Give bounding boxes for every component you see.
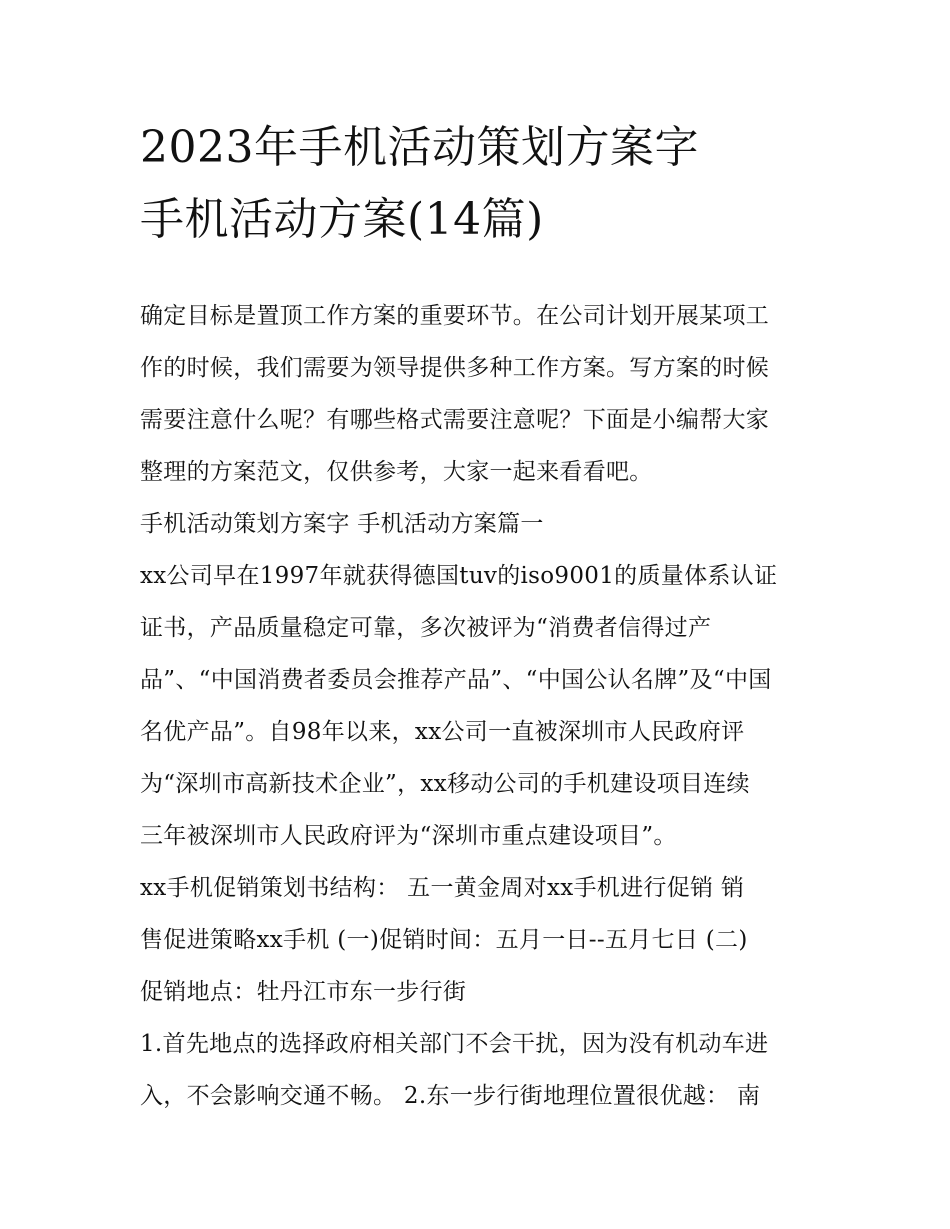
- location-paragraph: [140, 1018, 820, 1122]
- text-line: 确定目标是置顶工作方案的重要环节。在公司计划开展某项工: [140, 303, 770, 329]
- text-line: 售促进策略xx手机 (一)促销时间：五月一日--五月七日 (二): [140, 927, 748, 953]
- promotion-structure-paragraph: [140, 862, 820, 1018]
- section-heading-text: 手机活动策划方案字 手机活动方案篇一: [140, 511, 544, 537]
- text-line: 三年被深圳市人民政府评为“深圳市重点建设项目”。: [140, 823, 677, 849]
- text-line: 为“深圳市高新技术企业”，xx移动公司的手机建设项目连续: [140, 771, 750, 797]
- section-heading: [140, 498, 820, 550]
- text-line: 整理的方案范文，仅供参考，大家一起来看看吧。: [140, 459, 653, 485]
- text-line: 名优产品”。自98年以来，xx公司一直被深圳市人民政府评: [140, 719, 745, 745]
- text-line: 品”、“中国消费者委员会推荐产品”、“中国公认名牌”及“中国: [140, 667, 772, 693]
- text-line: 促销地点：牡丹江市东一步行街: [140, 979, 467, 1005]
- text-line: 作的时候，我们需要为领导提供多种工作方案。写方案的时候: [140, 355, 770, 381]
- intro-paragraph: [140, 290, 820, 498]
- text-line: 需要注意什么呢？有哪些格式需要注意呢？下面是小编帮大家: [140, 407, 770, 433]
- title-line: 2023年手机活动策划方案字: [140, 122, 699, 173]
- text-line: 入，不会影响交通不畅。 2.东一步行街地理位置很优越： 南: [140, 1083, 761, 1109]
- text-line: 1.首先地点的选择政府相关部门不会干扰，因为没有机动车进: [140, 1031, 769, 1057]
- text-line: xx手机促销策划书结构： 五一黄金周对xx手机进行促销 销: [140, 875, 745, 901]
- text-line: xx公司早在1997年就获得德国tuv的iso9001的质量体系认证: [140, 563, 778, 589]
- title-line: 手机活动方案(14篇): [140, 194, 544, 245]
- text-line: 证书，产品质量稳定可靠，多次被评为“消费者信得过产: [140, 615, 712, 641]
- document-body: [140, 290, 820, 1122]
- company-paragraph: [140, 550, 820, 862]
- document-title: [140, 112, 820, 256]
